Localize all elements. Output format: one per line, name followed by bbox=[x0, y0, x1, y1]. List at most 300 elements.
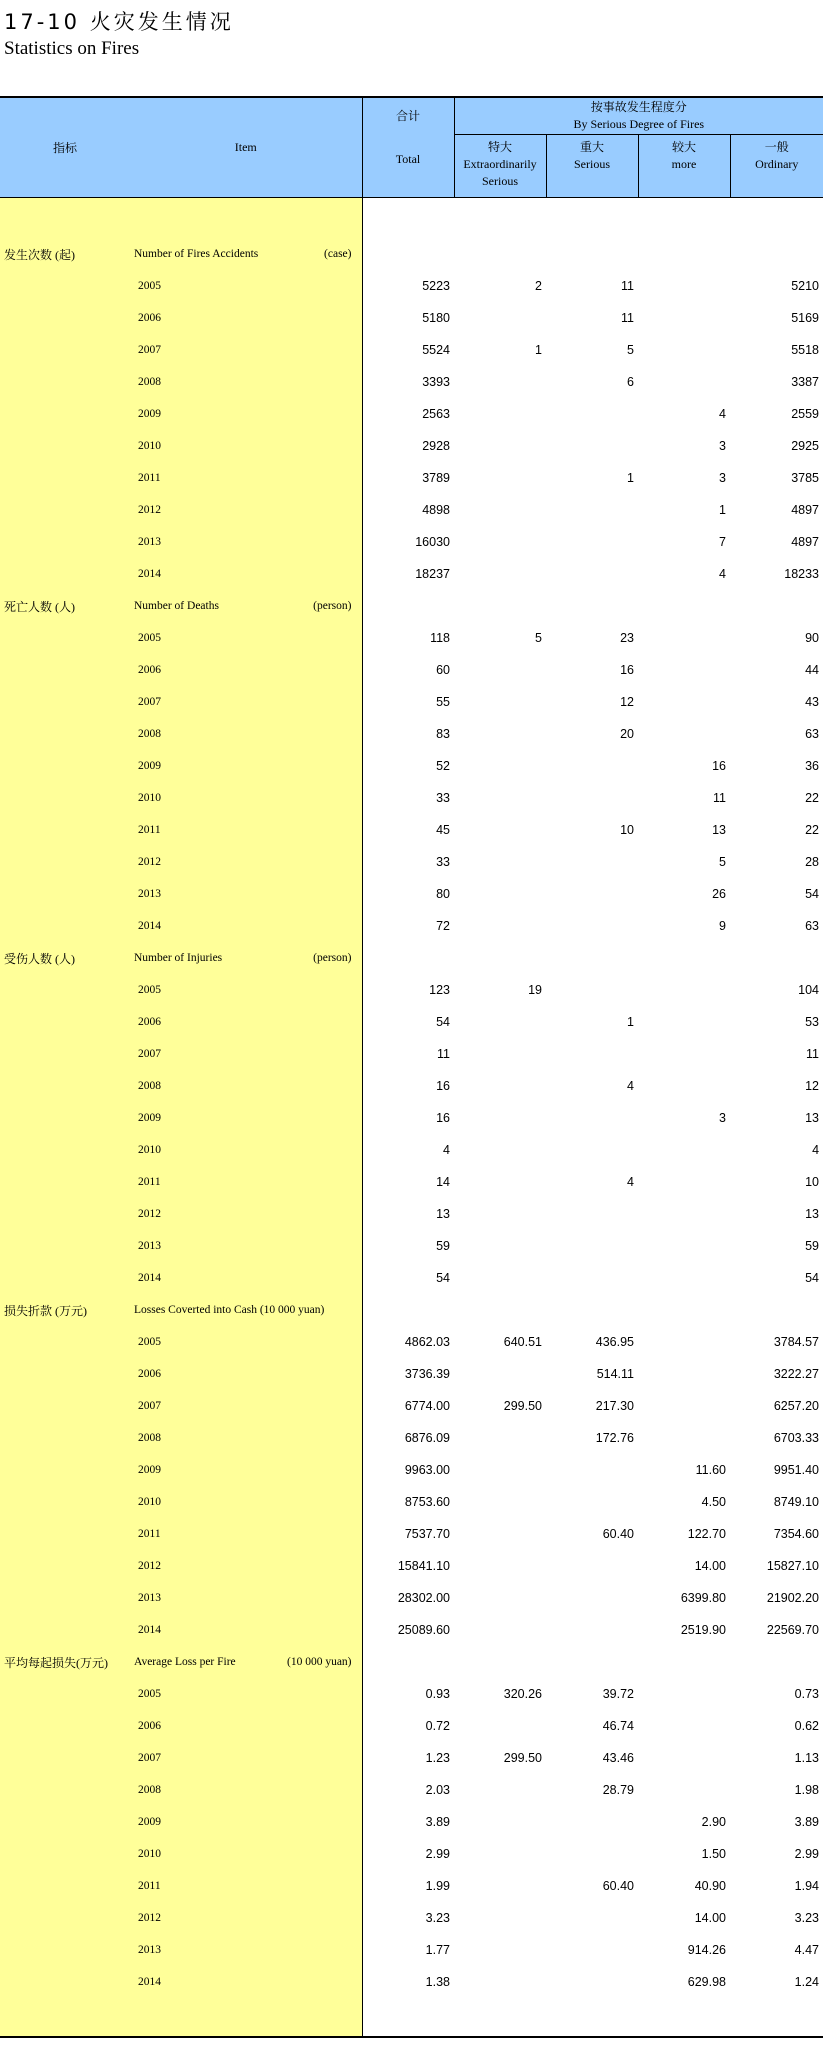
page-title: 17-10 火灾发生情况 bbox=[4, 10, 234, 34]
serious-cell bbox=[546, 750, 638, 782]
total-cell: 13 bbox=[362, 1198, 454, 1230]
total-cell: 16 bbox=[362, 1070, 454, 1102]
table-row bbox=[0, 1966, 823, 1998]
year-cell: 2012 bbox=[130, 846, 362, 878]
table-row bbox=[0, 430, 823, 462]
table-row bbox=[0, 654, 823, 686]
table-row bbox=[0, 1102, 823, 1134]
total-cell: 54 bbox=[362, 1262, 454, 1294]
total-cell: 18237 bbox=[362, 558, 454, 590]
ordinary-cell: 44 bbox=[805, 663, 820, 677]
total-cell: 7537.70 bbox=[362, 1518, 454, 1550]
total-cell: 2563 bbox=[362, 398, 454, 430]
serious-cell bbox=[546, 1614, 638, 1646]
ordinary-cell: 43 bbox=[805, 695, 820, 709]
more-cell bbox=[638, 1198, 730, 1230]
total-cell: 55 bbox=[362, 686, 454, 718]
year-cell: 2009 bbox=[130, 1806, 362, 1838]
section-header-row bbox=[0, 942, 823, 974]
total-cell: 2928 bbox=[362, 430, 454, 462]
extra-cell bbox=[454, 910, 546, 942]
total-cell: 9963.00 bbox=[362, 1454, 454, 1486]
total-cell: 25089.60 bbox=[362, 1614, 454, 1646]
table-row bbox=[0, 494, 823, 526]
extra-cell bbox=[454, 1614, 546, 1646]
total-cell: 54 bbox=[362, 1006, 454, 1038]
table-row bbox=[0, 1166, 823, 1198]
header-extraordinary-cn: 特大 bbox=[487, 140, 512, 154]
extra-cell bbox=[454, 878, 546, 910]
serious-cell: 11 bbox=[621, 311, 634, 325]
section-label-cn: 损失折款 (万元) bbox=[0, 1294, 130, 1326]
ordinary-cell: 3.23 bbox=[794, 1911, 820, 1925]
year-cell: 2012 bbox=[130, 494, 362, 526]
extra-cell bbox=[454, 462, 546, 494]
year-cell: 2010 bbox=[130, 782, 362, 814]
year-cell: 2010 bbox=[130, 1134, 362, 1166]
serious-cell bbox=[546, 1198, 638, 1230]
extra-cell bbox=[454, 1806, 546, 1838]
serious-cell bbox=[546, 1902, 638, 1934]
more-cell: 5 bbox=[719, 855, 726, 869]
extra-cell bbox=[454, 1710, 546, 1742]
ordinary-cell: 104 bbox=[798, 983, 820, 997]
total-cell: 60 bbox=[362, 654, 454, 686]
more-cell bbox=[638, 1038, 730, 1070]
more-cell bbox=[638, 1230, 730, 1262]
total-cell: 72 bbox=[362, 910, 454, 942]
total-cell: 28302.00 bbox=[362, 1582, 454, 1614]
ordinary-cell: 36 bbox=[805, 759, 820, 773]
extra-cell bbox=[454, 1422, 546, 1454]
serious-cell: 10 bbox=[620, 823, 634, 837]
extra-cell: 5 bbox=[535, 631, 542, 645]
more-cell: 40.90 bbox=[694, 1879, 726, 1893]
serious-cell bbox=[546, 430, 638, 462]
total-cell: 4 bbox=[362, 1134, 454, 1166]
serious-cell: 172.76 bbox=[595, 1431, 634, 1445]
extra-cell: 19 bbox=[528, 983, 542, 997]
total-cell: 3.89 bbox=[362, 1806, 454, 1838]
more-cell bbox=[638, 1070, 730, 1102]
section-unit: (case) bbox=[324, 248, 352, 260]
extra-cell bbox=[454, 1230, 546, 1262]
serious-cell bbox=[546, 1102, 638, 1134]
total-cell: 118 bbox=[362, 622, 454, 654]
header-total bbox=[362, 97, 454, 198]
year-cell: 2014 bbox=[130, 558, 362, 590]
ordinary-cell: 90 bbox=[805, 631, 820, 645]
header-group bbox=[454, 97, 823, 135]
ordinary-cell: 3387 bbox=[791, 375, 820, 389]
more-cell bbox=[638, 1774, 730, 1806]
table-row bbox=[0, 1070, 823, 1102]
ordinary-cell: 7354.60 bbox=[773, 1527, 820, 1541]
year-cell: 2012 bbox=[130, 1902, 362, 1934]
total-cell: 14 bbox=[362, 1166, 454, 1198]
serious-cell: 46.74 bbox=[602, 1719, 634, 1733]
table-row bbox=[0, 686, 823, 718]
more-cell bbox=[638, 1710, 730, 1742]
extra-cell bbox=[454, 1518, 546, 1550]
more-cell bbox=[638, 1166, 730, 1198]
extra-cell bbox=[454, 1166, 546, 1198]
total-cell: 3.23 bbox=[362, 1902, 454, 1934]
table-row bbox=[0, 1134, 823, 1166]
more-cell: 3 bbox=[719, 439, 726, 453]
ordinary-cell: 21902.20 bbox=[766, 1591, 820, 1605]
serious-cell: 43.46 bbox=[602, 1751, 634, 1765]
extra-cell bbox=[454, 302, 546, 334]
table-row bbox=[0, 1518, 823, 1550]
table-row bbox=[0, 1678, 823, 1710]
section-unit: (10 000 yuan) bbox=[286, 1656, 352, 1668]
serious-cell: 5 bbox=[627, 343, 634, 357]
ordinary-cell: 0.62 bbox=[794, 1719, 820, 1733]
ordinary-cell: 3785 bbox=[791, 471, 820, 485]
more-cell bbox=[638, 1422, 730, 1454]
total-cell: 11 bbox=[362, 1038, 454, 1070]
table-row bbox=[0, 1774, 823, 1806]
year-cell: 2014 bbox=[130, 910, 362, 942]
year-cell: 2009 bbox=[130, 750, 362, 782]
serious-cell: 217.30 bbox=[595, 1399, 634, 1413]
serious-cell bbox=[546, 846, 638, 878]
more-cell bbox=[638, 1742, 730, 1774]
year-cell: 2007 bbox=[130, 686, 362, 718]
serious-cell: 11 bbox=[621, 279, 634, 293]
more-cell: 16 bbox=[712, 759, 726, 773]
serious-cell: 23 bbox=[620, 631, 634, 645]
more-cell bbox=[638, 622, 730, 654]
year-cell: 2006 bbox=[130, 1006, 362, 1038]
section-label-en bbox=[130, 1646, 362, 1678]
year-cell: 2006 bbox=[130, 302, 362, 334]
year-cell: 2006 bbox=[130, 1358, 362, 1390]
ordinary-cell: 13 bbox=[805, 1111, 820, 1125]
more-cell: 11.60 bbox=[695, 1463, 726, 1477]
serious-cell bbox=[546, 558, 638, 590]
serious-cell bbox=[546, 494, 638, 526]
ordinary-cell: 0.73 bbox=[794, 1687, 820, 1701]
table-row bbox=[0, 1422, 823, 1454]
total-cell: 1.23 bbox=[362, 1742, 454, 1774]
ordinary-cell: 63 bbox=[805, 727, 820, 741]
section-label-en bbox=[130, 942, 362, 974]
serious-cell bbox=[546, 878, 638, 910]
serious-cell bbox=[546, 1454, 638, 1486]
year-cell: 2005 bbox=[130, 1326, 362, 1358]
ordinary-cell: 3222.27 bbox=[773, 1367, 820, 1381]
year-cell: 2014 bbox=[130, 1262, 362, 1294]
year-cell: 2010 bbox=[130, 1486, 362, 1518]
header-group-en: By Serious Degree of Fires bbox=[573, 117, 705, 131]
extra-cell bbox=[454, 1358, 546, 1390]
more-cell bbox=[638, 1678, 730, 1710]
year-cell: 2007 bbox=[130, 1742, 362, 1774]
more-cell bbox=[638, 270, 730, 302]
ordinary-cell: 2559 bbox=[791, 407, 820, 421]
ordinary-cell: 4.47 bbox=[794, 1943, 820, 1957]
year-cell: 2007 bbox=[130, 1038, 362, 1070]
extra-cell bbox=[454, 1774, 546, 1806]
year-cell: 2013 bbox=[130, 526, 362, 558]
more-cell: 4 bbox=[719, 567, 726, 581]
year-cell: 2011 bbox=[130, 1870, 362, 1902]
ordinary-cell: 3784.57 bbox=[773, 1335, 820, 1349]
table-row bbox=[0, 334, 823, 366]
extra-cell bbox=[454, 1582, 546, 1614]
table-row bbox=[0, 1710, 823, 1742]
serious-cell bbox=[546, 1134, 638, 1166]
serious-cell bbox=[546, 782, 638, 814]
serious-cell bbox=[546, 1806, 638, 1838]
table-row bbox=[0, 1262, 823, 1294]
total-cell: 0.72 bbox=[362, 1710, 454, 1742]
table-row bbox=[0, 1390, 823, 1422]
serious-cell: 28.79 bbox=[602, 1783, 634, 1797]
total-cell: 6774.00 bbox=[362, 1390, 454, 1422]
section-label-en-text: Number of Fires Accidents bbox=[134, 248, 259, 260]
header-item: Item bbox=[130, 97, 362, 198]
section-label-cn: 受伤人数 (人) bbox=[0, 942, 130, 974]
extra-cell bbox=[454, 1262, 546, 1294]
total-cell: 83 bbox=[362, 718, 454, 750]
table-row bbox=[0, 1326, 823, 1358]
serious-cell bbox=[546, 1838, 638, 1870]
total-cell: 8753.60 bbox=[362, 1486, 454, 1518]
extra-cell bbox=[454, 1070, 546, 1102]
more-cell: 11 bbox=[713, 791, 726, 805]
section-label-cn: 平均每起损失(万元) bbox=[0, 1646, 130, 1678]
table-row bbox=[0, 814, 823, 846]
extra-cell: 1 bbox=[535, 343, 542, 357]
serious-cell bbox=[546, 1486, 638, 1518]
table-row bbox=[0, 1614, 823, 1646]
year-cell: 2007 bbox=[130, 1390, 362, 1422]
more-cell bbox=[638, 1134, 730, 1166]
extra-cell bbox=[454, 782, 546, 814]
serious-cell: 1 bbox=[627, 471, 634, 485]
serious-cell bbox=[546, 974, 638, 1006]
year-cell: 2006 bbox=[130, 654, 362, 686]
header-more-cn: 较大 bbox=[671, 140, 696, 154]
more-cell bbox=[638, 334, 730, 366]
extra-cell bbox=[454, 1006, 546, 1038]
year-cell: 2005 bbox=[130, 1678, 362, 1710]
extra-cell bbox=[454, 398, 546, 430]
extra-cell bbox=[454, 1486, 546, 1518]
more-cell: 4.50 bbox=[701, 1495, 726, 1509]
ordinary-cell: 5169 bbox=[791, 311, 820, 325]
table-row bbox=[0, 526, 823, 558]
serious-cell: 60.40 bbox=[602, 1527, 634, 1541]
header-more-en: more bbox=[671, 157, 697, 171]
total-cell: 59 bbox=[362, 1230, 454, 1262]
more-cell: 9 bbox=[719, 919, 726, 933]
section-label-cn: 发生次数 (起) bbox=[0, 238, 130, 270]
more-cell: 2519.90 bbox=[680, 1623, 726, 1637]
year-cell: 2013 bbox=[130, 1934, 362, 1966]
ordinary-cell: 54 bbox=[805, 1271, 820, 1285]
total-cell: 52 bbox=[362, 750, 454, 782]
total-cell: 5524 bbox=[362, 334, 454, 366]
serious-cell: 12 bbox=[620, 695, 634, 709]
table-row bbox=[0, 558, 823, 590]
table-row bbox=[0, 974, 823, 1006]
serious-cell bbox=[546, 1582, 638, 1614]
ordinary-cell: 6703.33 bbox=[773, 1431, 820, 1445]
extra-cell bbox=[454, 1902, 546, 1934]
more-cell: 26 bbox=[712, 887, 726, 901]
ordinary-cell: 11 bbox=[806, 1047, 820, 1061]
spacer-row bbox=[0, 198, 823, 239]
more-cell bbox=[638, 1326, 730, 1358]
ordinary-cell: 63 bbox=[805, 919, 820, 933]
extra-cell: 299.50 bbox=[503, 1751, 542, 1765]
serious-cell bbox=[546, 1038, 638, 1070]
table-row bbox=[0, 1230, 823, 1262]
extra-cell bbox=[454, 1966, 546, 1998]
table-body bbox=[0, 198, 823, 2038]
table-row bbox=[0, 1198, 823, 1230]
serious-cell bbox=[546, 526, 638, 558]
table-row bbox=[0, 1838, 823, 1870]
extra-cell bbox=[454, 1454, 546, 1486]
total-cell: 123 bbox=[362, 974, 454, 1006]
section-label-en-text: Average Loss per Fire bbox=[134, 1656, 236, 1668]
serious-cell bbox=[546, 398, 638, 430]
more-cell bbox=[638, 974, 730, 1006]
more-cell: 14.00 bbox=[694, 1911, 726, 1925]
more-cell: 2.90 bbox=[701, 1815, 726, 1829]
serious-cell: 436.95 bbox=[595, 1335, 634, 1349]
more-cell: 7 bbox=[719, 535, 726, 549]
extra-cell bbox=[454, 558, 546, 590]
ordinary-cell: 1.13 bbox=[794, 1751, 820, 1765]
year-cell: 2005 bbox=[130, 270, 362, 302]
extra-cell bbox=[454, 1102, 546, 1134]
ordinary-cell: 8749.10 bbox=[773, 1495, 820, 1509]
serious-cell: 4 bbox=[627, 1079, 634, 1093]
more-cell bbox=[638, 1390, 730, 1422]
extra-cell: 2 bbox=[535, 279, 542, 293]
year-cell: 2013 bbox=[130, 1230, 362, 1262]
total-cell: 33 bbox=[362, 782, 454, 814]
ordinary-cell: 54 bbox=[805, 887, 820, 901]
extra-cell bbox=[454, 366, 546, 398]
header-ordinary bbox=[730, 135, 823, 198]
extra-cell bbox=[454, 814, 546, 846]
extra-cell bbox=[454, 1134, 546, 1166]
page-subtitle: Statistics on Fires bbox=[4, 38, 140, 59]
total-cell: 4898 bbox=[362, 494, 454, 526]
more-cell bbox=[638, 1262, 730, 1294]
section-header-row bbox=[0, 590, 823, 622]
more-cell bbox=[638, 302, 730, 334]
section-label-en-text: Losses Coverted into Cash (10 000 yuan) bbox=[134, 1304, 325, 1316]
extra-cell bbox=[454, 1550, 546, 1582]
table-row bbox=[0, 366, 823, 398]
table-row bbox=[0, 622, 823, 654]
year-cell: 2014 bbox=[130, 1614, 362, 1646]
ordinary-cell: 12 bbox=[805, 1079, 820, 1093]
extra-cell bbox=[454, 654, 546, 686]
extra-cell bbox=[454, 1838, 546, 1870]
total-cell: 80 bbox=[362, 878, 454, 910]
total-cell: 2.99 bbox=[362, 1838, 454, 1870]
more-cell bbox=[638, 366, 730, 398]
table-row bbox=[0, 1582, 823, 1614]
table-row bbox=[0, 1742, 823, 1774]
section-label-cn: 死亡人数 (人) bbox=[0, 590, 130, 622]
serious-cell bbox=[546, 1230, 638, 1262]
total-cell: 16030 bbox=[362, 526, 454, 558]
more-cell: 4 bbox=[719, 407, 726, 421]
table-row bbox=[0, 782, 823, 814]
extra-cell: 320.26 bbox=[503, 1687, 542, 1701]
total-cell: 2.03 bbox=[362, 1774, 454, 1806]
ordinary-cell: 15827.10 bbox=[766, 1559, 820, 1573]
extra-cell bbox=[454, 1870, 546, 1902]
section-header-row bbox=[0, 238, 823, 270]
extra-cell bbox=[454, 686, 546, 718]
ordinary-cell: 5518 bbox=[791, 343, 820, 357]
ordinary-cell: 5210 bbox=[791, 279, 820, 293]
header-more bbox=[638, 135, 730, 198]
header-extraordinary bbox=[454, 135, 546, 198]
more-cell: 3 bbox=[719, 1111, 726, 1125]
serious-cell bbox=[546, 1262, 638, 1294]
year-cell: 2006 bbox=[130, 1710, 362, 1742]
more-cell: 122.70 bbox=[687, 1527, 726, 1541]
total-cell: 3789 bbox=[362, 462, 454, 494]
table-row bbox=[0, 270, 823, 302]
serious-cell: 60.40 bbox=[602, 1879, 634, 1893]
section-label-en-text: Number of Injuries bbox=[134, 952, 223, 964]
table-row bbox=[0, 878, 823, 910]
extra-cell bbox=[454, 1038, 546, 1070]
year-cell: 2013 bbox=[130, 1582, 362, 1614]
extra-cell bbox=[454, 526, 546, 558]
extra-cell bbox=[454, 430, 546, 462]
total-cell: 1.77 bbox=[362, 1934, 454, 1966]
section-header-row bbox=[0, 1646, 823, 1678]
more-cell: 1.50 bbox=[701, 1847, 726, 1861]
extra-cell bbox=[454, 1934, 546, 1966]
year-cell: 2013 bbox=[130, 878, 362, 910]
more-cell bbox=[638, 686, 730, 718]
ordinary-cell: 59 bbox=[805, 1239, 820, 1253]
section-label-en-text: Number of Deaths bbox=[134, 600, 219, 612]
total-cell: 3736.39 bbox=[362, 1358, 454, 1390]
serious-cell: 39.72 bbox=[602, 1687, 634, 1701]
section-header-row bbox=[0, 1294, 823, 1326]
header-total-en: Total bbox=[395, 152, 421, 166]
ordinary-cell: 1.98 bbox=[794, 1783, 820, 1797]
year-cell: 2005 bbox=[130, 622, 362, 654]
table-row bbox=[0, 1902, 823, 1934]
table-row bbox=[0, 462, 823, 494]
ordinary-cell: 13 bbox=[805, 1207, 820, 1221]
year-cell: 2010 bbox=[130, 430, 362, 462]
section-label-en bbox=[130, 590, 362, 622]
serious-cell: 6 bbox=[627, 375, 634, 389]
total-cell: 33 bbox=[362, 846, 454, 878]
extra-cell bbox=[454, 718, 546, 750]
table-row bbox=[0, 1550, 823, 1582]
header-total-cn: 合计 bbox=[395, 109, 420, 123]
